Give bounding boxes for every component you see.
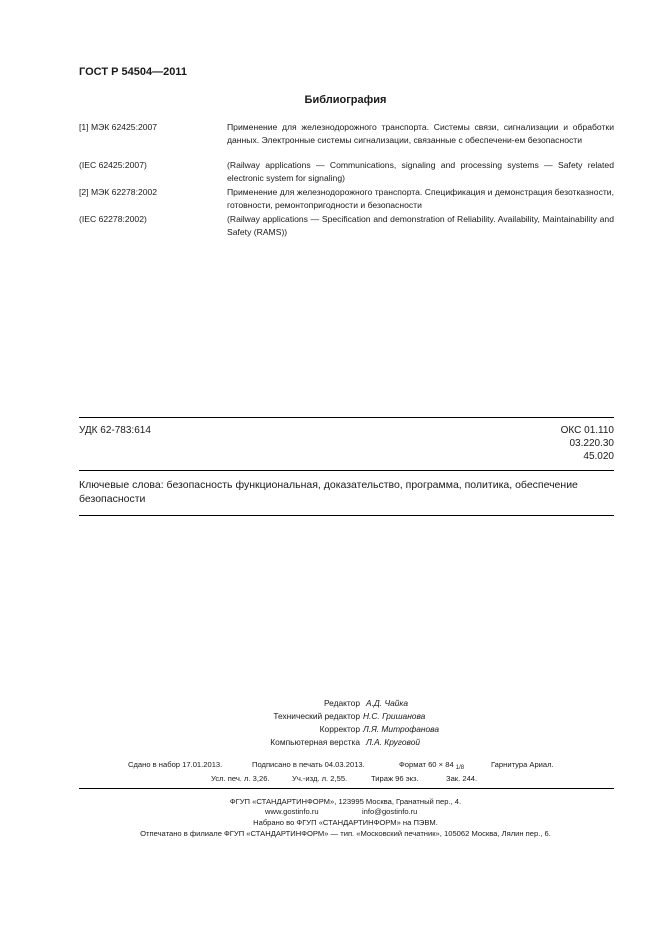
tech-editor-name: Н.С. Гришанова: [363, 711, 426, 721]
tech-editor-role: Технический редактор: [273, 711, 360, 721]
bibliography-entry: [79, 186, 614, 212]
bibliography-ref: [2] МЭК 62278:2002: [79, 187, 158, 197]
bibliography-title: Библиография: [304, 94, 387, 106]
print-sent-date: Сдано в набор 17.01.2013.: [128, 760, 223, 769]
publisher-typeset: Набрано во ФГУП «СТАНДАРТИНФОРМ» на ПЭВМ.: [253, 818, 438, 827]
divider-middle: [79, 470, 614, 471]
bibliography-text: Применение для железнодорожного транспорта. Спецификация и демонстрация безотказности, готовности, ремонтопригодности и безопасности: [227, 187, 614, 210]
corrector-name: Л.Я. Митрофанова: [363, 724, 440, 734]
bibliography-entry: [79, 213, 614, 239]
oks-code: ОКС 01.110: [560, 425, 614, 436]
bibliography-ref: (IEC 62425:2007): [79, 160, 147, 170]
bibliography-text: (Railway applications — Communications, signaling and processing systems — Safety related electronic system for signaling): [227, 160, 614, 183]
bibliography-text: Применение для железнодорожного транспорта. Системы связи, сигнализации и обработки данных. Электронные системы сигнализации, связанные с обеспечени-ем безопасности: [227, 122, 614, 145]
divider-top: [79, 417, 614, 418]
divider-keywords: [79, 515, 614, 516]
publisher-website[interactable]: www.gostinfo.ru: [265, 807, 319, 816]
layout-role: Компьютерная верстка: [270, 737, 360, 747]
print-run: Тираж 96 экз.: [371, 774, 419, 783]
layout-name: Л.А. Круговой: [366, 737, 421, 747]
format-fraction: 1/8: [455, 765, 465, 771]
bibliography-entry: [79, 121, 614, 159]
bibliography-ref: [1] МЭК 62425:2007: [79, 122, 158, 132]
print-signed-date: Подписано в печать 04.03.2013.: [252, 760, 365, 769]
document-header: ГОСТ Р 54504—2011: [79, 66, 187, 78]
bibliography-ref: (IEC 62278:2002): [79, 214, 147, 224]
editor-name: А.Д. Чайка: [366, 698, 409, 708]
print-typeface: Гарнитура Ариал.: [491, 760, 554, 769]
publisher-email[interactable]: info@gostinfo.ru: [362, 807, 418, 816]
udc-code: УДК 62-783:614: [79, 425, 151, 436]
keywords: Ключевые слова: безопасность функциональная, доказательство, программа, политика, обеспечение безопасности: [79, 479, 578, 505]
oks-code: 45.020: [583, 451, 614, 462]
print-order: Зак. 244.: [446, 774, 478, 783]
editor-role: Редактор: [323, 698, 360, 708]
publisher-printed: Отпечатано в филиале ФГУП «СТАНДАРТИНФОРМ» — тип. «Московский печатник», 105062 Москва, Лялин пер., 6.: [140, 829, 551, 838]
oks-code: 03.220.30: [569, 438, 614, 449]
bibliography-entry: [79, 159, 614, 185]
print-format: Формат 60 × 84 $_{1/8}$: [399, 760, 465, 771]
corrector-role: Корректор: [319, 724, 360, 734]
print-sheets: Усл. печ. л. 3,26.: [211, 774, 270, 783]
bibliography-text: (Railway applications — Specification and demonstration of Reliability. Availability, Maintainability and Safety (RAMS)): [227, 214, 614, 237]
print-pub-sheets: Уч.-изд. л. 2,55.: [292, 774, 348, 783]
publisher-address: ФГУП «СТАНДАРТИНФОРМ», 123995 Москва, Гранатный пер., 4.: [229, 797, 462, 806]
divider-bottom: [79, 788, 614, 789]
